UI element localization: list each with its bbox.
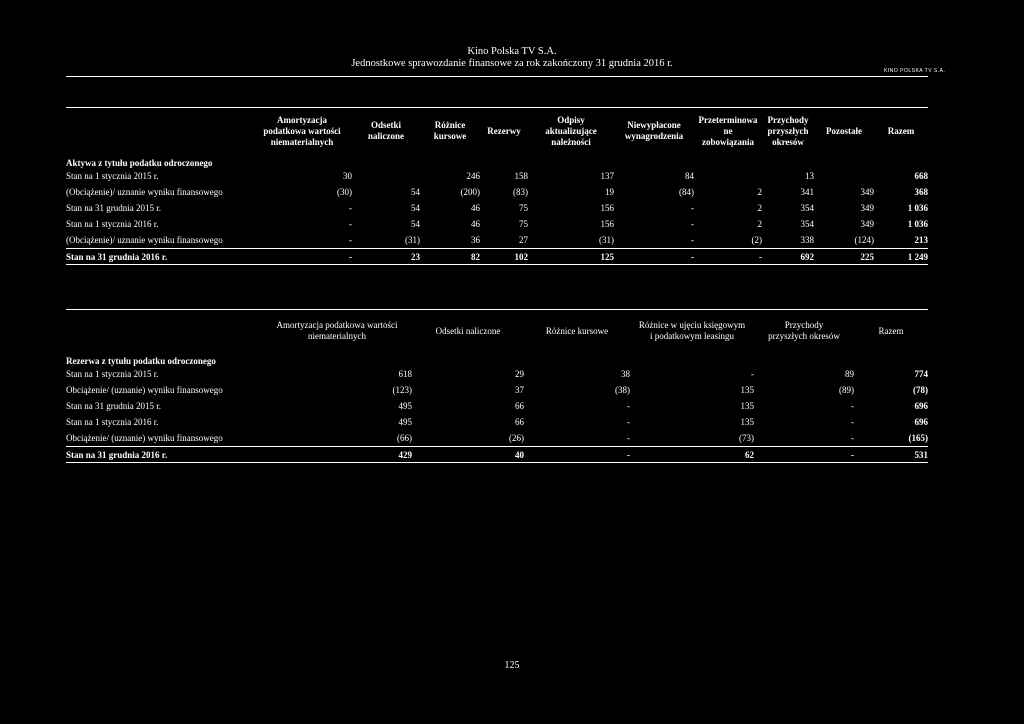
page-header	[0, 46, 1024, 70]
cell-value	[814, 168, 874, 184]
cell-value: 368	[914, 187, 928, 197]
cell-value: 349	[860, 203, 874, 213]
column-header	[754, 310, 854, 353]
cell-value: 36	[471, 235, 480, 245]
cell-value: -	[691, 235, 694, 245]
cell-value: -	[751, 369, 754, 379]
table-row	[66, 366, 928, 382]
cell-value: -	[627, 433, 630, 443]
cell-value: (31)	[599, 235, 614, 245]
column-header-line: Odpisy	[557, 114, 585, 125]
column-header-line: Przychody	[767, 114, 809, 125]
cell-value: 225	[814, 249, 874, 265]
cell-value: (73)	[739, 433, 754, 443]
table-header	[66, 108, 928, 155]
cell-value: (78)	[913, 385, 928, 395]
cell-value: (165)	[908, 433, 928, 443]
row-label: Stan na 31 grudnia 2016 r.	[66, 447, 262, 463]
cell-value: 696	[914, 401, 928, 411]
report-subtitle: Jednostkowe sprawozdanie finansowe za rok zakończony 31 grudnia 2016 r.	[351, 58, 673, 69]
column-header-line: Pozostałe	[826, 125, 862, 136]
table-row	[66, 216, 928, 232]
column-header-line: przyszłych	[767, 125, 809, 136]
table-row	[66, 398, 928, 414]
cell-value: 1 036	[907, 203, 928, 213]
header-divider	[66, 76, 928, 77]
column-header-line: niematerialnych	[308, 331, 366, 341]
cell-value: -	[851, 417, 854, 427]
cell-value: 156	[600, 219, 614, 229]
column-header-line: ne	[723, 125, 733, 136]
cell-value: 62	[630, 447, 754, 463]
column-header	[412, 310, 524, 353]
column-header	[524, 310, 630, 353]
row-label: Stan na 31 grudnia 2015 r.	[66, 203, 161, 213]
column-header-line: Różnice kursowe	[545, 325, 609, 336]
column-header-line: Przeterminowa	[698, 114, 758, 125]
cell-value: 137	[600, 171, 614, 181]
cell-value: 30	[343, 171, 352, 181]
row-label: (Obciążenie)/ uznanie wyniku finansowego	[66, 187, 223, 197]
column-header-line: Przychody	[784, 320, 824, 330]
column-header	[252, 108, 352, 155]
cell-value: -	[627, 417, 630, 427]
cell-value: -	[524, 447, 630, 463]
cell-value: 29	[515, 369, 524, 379]
cell-value: 102	[480, 249, 528, 265]
company-logo: KINO POLSKA TV S.A.	[884, 68, 946, 74]
cell-value: -	[349, 203, 352, 213]
column-header-line: Różnice w ujęciu księgowym	[638, 320, 746, 330]
cell-value: 89	[845, 369, 854, 379]
cell-value: -	[252, 249, 352, 265]
table-row	[66, 430, 928, 447]
table-row	[66, 232, 928, 249]
column-header-line: podatkowa wartości	[263, 125, 341, 136]
cell-value: -	[691, 219, 694, 229]
cell-value: 341	[800, 187, 814, 197]
cell-value: 2	[757, 203, 762, 213]
cell-value: 354	[800, 203, 814, 213]
cell-value: (66)	[397, 433, 412, 443]
cell-value: -	[349, 235, 352, 245]
row-label: Stan na 31 grudnia 2016 r.	[66, 249, 252, 265]
cell-value: 2	[757, 187, 762, 197]
cell-value: 82	[420, 249, 480, 265]
cell-value: 13	[805, 171, 814, 181]
section-row	[66, 154, 928, 168]
column-header	[630, 310, 754, 353]
column-header-line: Razem	[887, 125, 915, 136]
column-header-line: Amortyzacja podatkowa wartości	[276, 320, 398, 330]
cell-value: (89)	[839, 385, 854, 395]
row-label: Obciążenie/ (uznanie) wyniku finansowego	[66, 385, 223, 395]
row-label: Stan na 1 stycznia 2016 r.	[66, 417, 159, 427]
column-header-line: niematerialnych	[270, 136, 334, 147]
column-header	[874, 108, 928, 155]
cell-value: 66	[515, 401, 524, 411]
cell-value: (84)	[679, 187, 694, 197]
cell-value: 54	[411, 187, 420, 197]
column-header-line: okresów	[772, 136, 804, 147]
column-header	[352, 108, 420, 155]
column-header-line: Różnice	[434, 120, 466, 130]
cell-value: 84	[685, 171, 694, 181]
cell-value: -	[851, 401, 854, 411]
cell-value: -	[627, 401, 630, 411]
cell-value: -	[851, 433, 854, 443]
cell-value: 692	[762, 249, 814, 265]
table-row	[66, 168, 928, 184]
cell-value: 246	[466, 171, 480, 181]
cell-value: 75	[519, 219, 528, 229]
cell-value: (31)	[405, 235, 420, 245]
deferred-tax-assets-table	[66, 107, 928, 265]
table-row	[66, 382, 928, 398]
column-header	[854, 310, 928, 353]
cell-value: 156	[600, 203, 614, 213]
row-label: (Obciążenie)/ uznanie wyniku finansowego	[66, 235, 223, 245]
cell-value: 37	[515, 385, 524, 395]
column-header-line: kursowe	[433, 131, 467, 141]
section-title: Rezerwa z tytułu podatku odroczonego	[66, 356, 216, 366]
cell-value: 135	[740, 385, 754, 395]
column-header	[480, 108, 528, 155]
column-header-line: Rezerwy	[487, 125, 521, 136]
column-header-line: Amortyzacja	[277, 114, 327, 125]
row-label: Stan na 1 stycznia 2015 r.	[66, 369, 159, 379]
cell-value: 774	[914, 369, 928, 379]
column-header	[420, 108, 480, 155]
column-header-line: przyszłych okresów	[768, 331, 840, 341]
table-header	[66, 310, 928, 353]
cell-value: 125	[528, 249, 614, 265]
section-title: Aktywa z tytułu podatku odroczonego	[66, 158, 213, 168]
column-header-line: aktualizujące	[545, 125, 597, 136]
cell-value: 668	[914, 171, 928, 181]
cell-value: 19	[605, 187, 614, 197]
column-header	[614, 108, 694, 155]
column-header-line: naliczone	[368, 131, 404, 141]
cell-value: 1 249	[874, 249, 928, 265]
cell-value: 429	[262, 447, 412, 463]
table-row	[66, 184, 928, 200]
cell-value: (2)	[751, 235, 762, 245]
cell-value: 213	[914, 235, 928, 245]
cell-value: 495	[398, 417, 412, 427]
column-header-line: i podatkowym leasingu	[650, 331, 734, 341]
cell-value: (200)	[460, 187, 480, 197]
table-row	[66, 414, 928, 430]
cell-value: -	[754, 447, 854, 463]
cell-value: 696	[914, 417, 928, 427]
cell-value: 349	[860, 219, 874, 229]
column-header-line: Odsetki naliczone	[435, 325, 501, 336]
cell-value: -	[691, 203, 694, 213]
cell-value: 495	[398, 401, 412, 411]
cell-value: 618	[398, 369, 412, 379]
cell-value: -	[694, 249, 762, 265]
cell-value: 338	[800, 235, 814, 245]
cell-value: 23	[352, 249, 420, 265]
cell-value: (124)	[854, 235, 874, 245]
page-number: 125	[504, 660, 520, 671]
cell-value: 1 036	[907, 219, 928, 229]
column-header	[528, 108, 614, 155]
cell-value: 40	[412, 447, 524, 463]
cell-value: 46	[471, 219, 480, 229]
column-header	[814, 108, 874, 155]
cell-value: (83)	[513, 187, 528, 197]
row-label: Obciążenie/ (uznanie) wyniku finansowego	[66, 433, 223, 443]
column-header-line: Odsetki	[370, 120, 401, 130]
cell-value: 135	[740, 417, 754, 427]
column-header-line: należności	[551, 136, 591, 147]
table-row	[66, 200, 928, 216]
cell-value: (30)	[337, 187, 352, 197]
cell-value: 135	[740, 401, 754, 411]
company-name: Kino Polska TV S.A.	[467, 46, 557, 57]
cell-value: 531	[854, 447, 928, 463]
cell-value	[694, 168, 762, 184]
section-row	[66, 352, 928, 366]
column-header	[694, 108, 762, 155]
cell-value: 2	[757, 219, 762, 229]
cell-value	[352, 168, 420, 184]
cell-value: 54	[411, 203, 420, 213]
column-header-line: Razem	[878, 325, 904, 336]
cell-value: 38	[621, 369, 630, 379]
total-row	[66, 447, 928, 463]
row-label: Stan na 1 stycznia 2015 r.	[66, 171, 159, 181]
cell-value: -	[349, 219, 352, 229]
cell-value: 75	[519, 203, 528, 213]
cell-value: 354	[800, 219, 814, 229]
cell-value: 46	[471, 203, 480, 213]
cell-value: (38)	[615, 385, 630, 395]
column-header-line: wynagrodzenia	[624, 131, 684, 141]
cell-value: 349	[860, 187, 874, 197]
cell-value: (26)	[509, 433, 524, 443]
column-header	[262, 310, 412, 353]
cell-value: 158	[514, 171, 528, 181]
column-header-line: zobowiązania	[701, 136, 754, 147]
column-header	[762, 108, 814, 155]
column-header-line: Niewypłacone	[627, 120, 681, 130]
cell-value: -	[614, 249, 694, 265]
row-label: Stan na 1 stycznia 2016 r.	[66, 219, 159, 229]
cell-value: 54	[411, 219, 420, 229]
deferred-tax-liability-table	[66, 309, 928, 463]
cell-value: 27	[519, 235, 528, 245]
cell-value: 66	[515, 417, 524, 427]
cell-value: (123)	[392, 385, 412, 395]
total-row	[66, 249, 928, 265]
row-label: Stan na 31 grudnia 2015 r.	[66, 401, 161, 411]
